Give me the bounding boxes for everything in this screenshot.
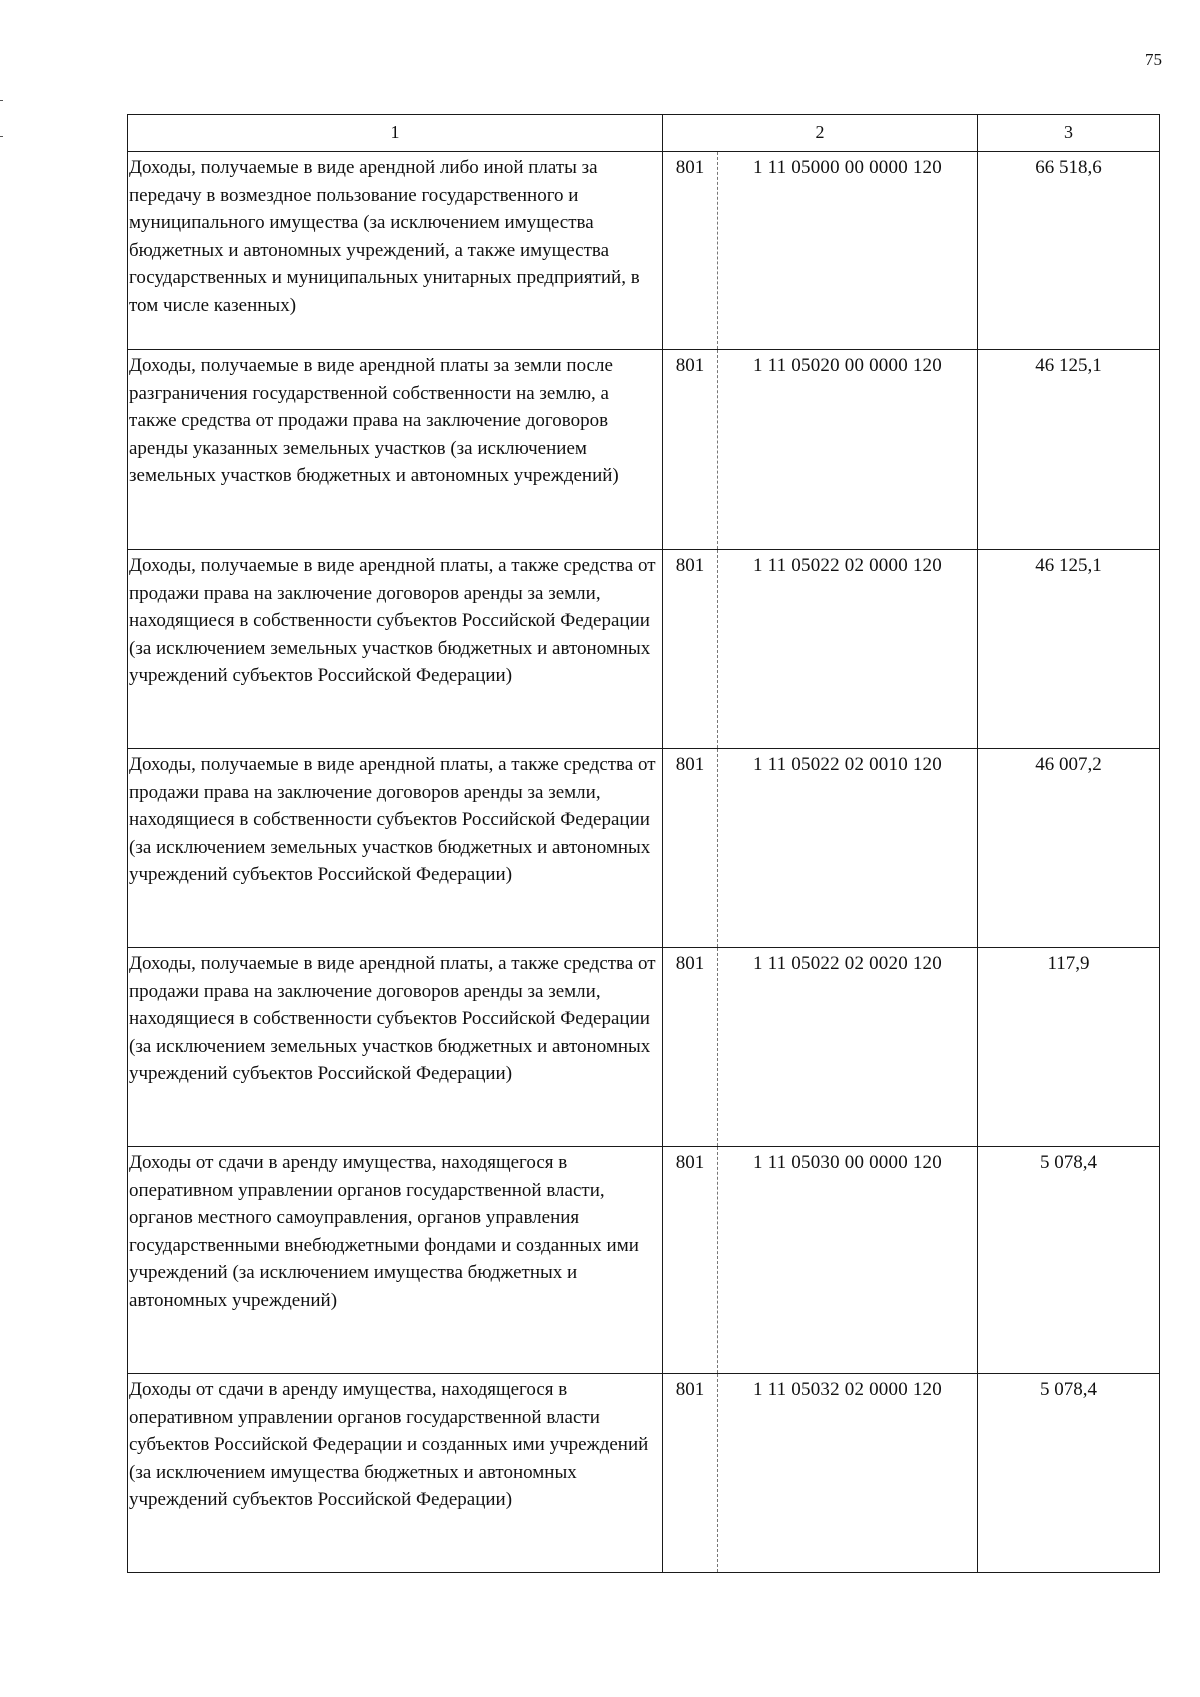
row-amount: 5 078,4 (978, 1374, 1160, 1573)
row-budget-code: 1 11 05022 02 0000 120 (718, 550, 978, 749)
row-budget-code: 1 11 05020 00 0000 120 (718, 350, 978, 550)
margin-mark (0, 136, 3, 137)
row-admin-code: 801 (663, 350, 718, 550)
page-number: 75 (1145, 50, 1162, 69)
row-amount: 46 125,1 (978, 350, 1160, 550)
row-description: Доходы от сдачи в аренду имущества, находящегося в оперативном управлении органов государственной власти субъектов Российской Федерации и созданных ими учреждений (за исключением имущества бюджетных и автономных учреждений субъектов Российской Федерации) (128, 1374, 663, 1573)
row-budget-code: 1 11 05032 02 0000 120 (718, 1374, 978, 1573)
table-row (128, 1147, 1160, 1374)
margin-mark (0, 100, 3, 101)
revenue-table (127, 114, 1160, 1573)
row-description: Доходы, получаемые в виде арендной платы, а также средства от продажи права на заключение договоров аренды за земли, находящиеся в собственности субъектов Российской Федерации (за исключением земельных участков бюджетных и автономных учреждений субъектов Российской Федерации) (128, 550, 663, 749)
row-description: Доходы, получаемые в виде арендной либо иной платы за передачу в возмездное пользование государственного и муниципального имущества (за исключением имущества бюджетных и автономных учреждений, а также имущества государственных и муниципальных унитарных предприятий, в том числе казенных) (128, 152, 663, 350)
header-col-2: 2 (663, 115, 978, 152)
row-admin-code: 801 (663, 152, 718, 350)
row-description: Доходы, получаемые в виде арендной платы, а также средства от продажи права на заключение договоров аренды за земли, находящиеся в собственности субъектов Российской Федерации (за исключением земельных участков бюджетных и автономных учреждений субъектов Российской Федерации) (128, 749, 663, 948)
table-row (128, 1374, 1160, 1573)
row-admin-code: 801 (663, 1374, 718, 1573)
row-budget-code: 1 11 05030 00 0000 120 (718, 1147, 978, 1374)
table-row (128, 948, 1160, 1147)
row-description: Доходы, получаемые в виде арендной платы, а также средства от продажи права на заключение договоров аренды за земли, находящиеся в собственности субъектов Российской Федерации (за исключением земельных участков бюджетных и автономных учреждений субъектов Российской Федерации) (128, 948, 663, 1147)
row-amount: 46 007,2 (978, 749, 1160, 948)
row-amount: 117,9 (978, 948, 1160, 1147)
row-description: Доходы от сдачи в аренду имущества, находящегося в оперативном управлении органов государственной власти, органов местного самоуправления, органов управления государственными внебюджетными фондами и созданных ими учреждений (за исключением имущества бюджетных и автономных учреждений) (128, 1147, 663, 1374)
row-budget-code: 1 11 05000 00 0000 120 (718, 152, 978, 350)
table-row (128, 152, 1160, 350)
header-col-3: 3 (978, 115, 1160, 152)
row-amount: 66 518,6 (978, 152, 1160, 350)
row-admin-code: 801 (663, 550, 718, 749)
row-amount: 5 078,4 (978, 1147, 1160, 1374)
header-col-1: 1 (128, 115, 663, 152)
table-row (128, 749, 1160, 948)
row-budget-code: 1 11 05022 02 0010 120 (718, 749, 978, 948)
table-header-row (128, 115, 1160, 152)
row-admin-code: 801 (663, 1147, 718, 1374)
row-description: Доходы, получаемые в виде арендной платы за земли после разграничения государственной собственности на землю, а также средства от продажи права на заключение договоров аренды указанных земельных участков (за исключением земельных участков бюджетных и автономных учреждений) (128, 350, 663, 550)
row-amount: 46 125,1 (978, 550, 1160, 749)
row-admin-code: 801 (663, 948, 718, 1147)
row-budget-code: 1 11 05022 02 0020 120 (718, 948, 978, 1147)
table-row (128, 550, 1160, 749)
row-admin-code: 801 (663, 749, 718, 948)
table-row (128, 350, 1160, 550)
